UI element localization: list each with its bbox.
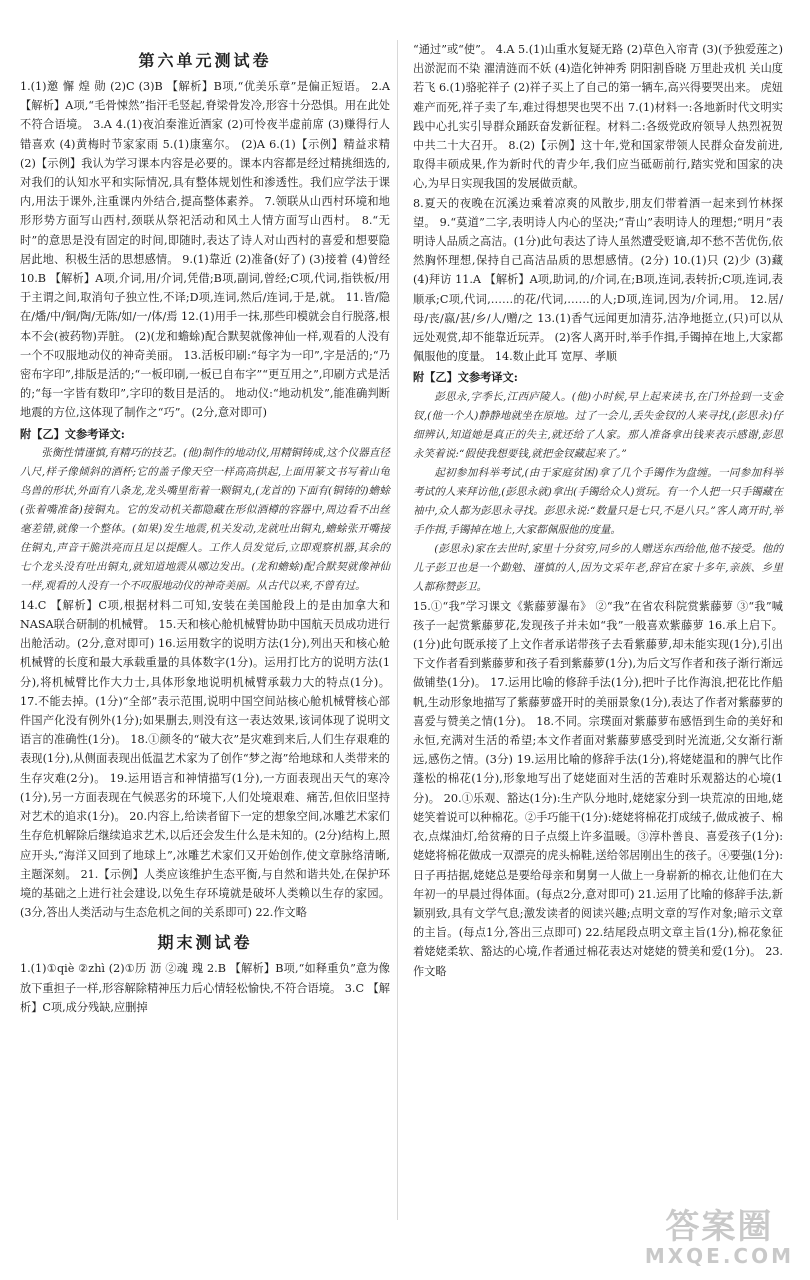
yi-translation-heading: 附【乙】文参考译文: bbox=[20, 426, 125, 441]
column-divider bbox=[397, 40, 398, 1220]
watermark-logo-text: 答案圈 bbox=[665, 1207, 774, 1247]
unit6-answers-part1: 1.(1)邀 懈 煌 勋 (2)C (3)B 【解析】B项,“优美乐章”是偏正短语。 2.A 【解析】A项,“毛骨悚然”指汗毛竖起,脊梁骨发冷,形容十分恐惧。用在此处不符合语境。 3.A 4.(1)夜泊秦淮近酒家 (2)可怜夜半虚前席 (3)赚得行人错喜欢 (4)黄梅时节家家雨 5.(1)康塞尔。 (2)A 6.(1)【示例】精益求精 (2)【示例】我认为学习课本内容是必要的。课本内容都是经过精挑细选的,对我们的认知水平和实际情况,具有整体规划性和渗透性。我们应学法于课内,用法于课外,注重课内外结合,提高整体素养。 7.领联从山西村环境和地形形势方面写山西村,颈联从祭祀活动和风土人情方面写山西村。 8.“无时”的意思是没有固定的时间,即随时,表达了诗人对山西村的喜爱和想要隐居此地、积极生活的思想感情。 9.(1)靠近 (2)准备(好了) (3)接着 (4)曾经 10.B 【解析】A项,介词,用/介词,凭借;B项,副词,曾经;C项,代词,指铁板/用于主谓之间,取消句子独立性,不译;D项,连词,然后/连词,于是,就。 11.皆/隐在/燔/中/铜/陶/无陈/如/一/体/焉 12.(1)用手一抹,那些印模就会自行脱落,根本不会(被药物)弄脏。 (2)(龙和蟾蜍)配合默契就像神仙一样,观看的人没有一个不叹服地动仪的神奇美丽。 13.活板印刷:“每字为一印”,字是活的;“乃密布字印”,排版是活的;“一板印刷,一板已自布字”“更互用之”,印刷方式是活的;“每一字皆有数印”,字印的数目是活的。 地动仪:“地动机发”,能准确判断地震的方位,这体现了制作之“巧”。(2分,意对即可) bbox=[20, 80, 390, 420]
site-watermark bbox=[644, 1207, 794, 1268]
unit6-test-title: 第六单元测试卷 bbox=[138, 51, 272, 70]
final-answers-part4: 15.①“我”学习课文《紫藤萝瀑布》 ②“我”在省农科院赏紫藤萝 ③“我”喊孩子一起赏紫藤萝花,发现孩子并未如“我”一般喜欢紫藤萝 16.承上启下。(1分)此句既承接了上文作者承诺带孩子去看紫藤萝,却未能实现(1分),引出下文作者看到紫藤萝和孩子看到紫藤萝(1分),为后文写作者和孩子渐行渐远做铺垫(1分)。 17.运用比喻的修辞手法(1分),把叶子比作海浪,把花比作船帆,生动形象地描写了紫藤萝盛开时的美丽景象(1分),表达了作者对紫藤萝的喜爱与赞美之情(1分)。 18.不同。宗璞面对紫藤萝布感悟到生命的美好和永恒,充满对生活的希望;本文作者面对紫藤萝感受到时光流逝,父女渐行渐远,感伤之情。(3分) 19.运用比喻的修辞手法(1分),将姥姥温和的脾气比作蓬松的棉花(1分),形象地写出了姥姥面对生活的苦难时乐观豁达的心境(1分)。 20.①乐观、豁达(1分):生产队分地时,姥姥家分到一块荒凉的田地,姥姥笑着说可以种棉花。②手巧能干(1分):姥姥将棉花打成绒子,做成被子、棉衣,点煤油灯,给贫瘠的日子点缀上许多温暖。③淳朴善良、喜爱孩子(1分):姥姥将棉花做成一双漂亮的虎头棉鞋,送给邻居刚出生的孩子。④要强(1分):日子再拮据,姥姥总是要给母亲和舅舅一人做上一身崭新的棉衣,让他们在大年初一的早晨过得体面。(每点2分,意对即可) 21.运用了比喻的修辞手法,新颖别致,具有文学气息;激发读者的阅读兴趣;点明文章的写作对象;暗示文章的主旨。(每点1分,答出三点即可) 22.结尾段点明文章主旨(1分),棉花象征着姥姥柔软、豁达的心境,作者通过棉花表达对姥姥的赞美和爱(1分)。 23.作文略 bbox=[413, 599, 783, 978]
final-test-title: 期末测试卷 bbox=[157, 933, 253, 953]
yi-translation-text: 张衡性情谨慎,有精巧的技艺。(他)制作的地动仪,用精铜铸成,这个仪器直径八尺,样子像倾斜的酒杯;它的盖子像天空一样高高拱起,上面用篆文书写着山龟鸟兽的形状,外面有八条龙,龙头嘴里衔着一颗铜丸,(龙首的)下面有(铜铸的)蟾蜍(张着嘴准备)接铜丸。它的发动机关都隐藏在形似酒樽的容器中,周边看不出丝毫差错,就像一个整体。(如果)发生地震,机关发动,龙就吐出铜丸,蟾蜍张开嘴接住铜丸,声音干脆洪亮而且足以提醒人。工作人员发觉后,立即观察机器,其余的七个龙头没有吐出铜丸,就知道地震从哪边发出。(龙和蟾蜍)配合默契就像神仙一样,观看的人没有一个不叹服地动仪的神奇美丽。从古代以来,不曾有过。 bbox=[20, 446, 390, 592]
final-answers-part1: 1.(1)①qiè ②zhì (2)①历 沥 ②魂 瑰 2.B 【解析】B项,“如释重负”意为像放下重担子一样,形容解除精神压力后心情轻松愉快,不符合语境。 3.C 【解析】C项,成分残缺,应删掉 bbox=[20, 962, 390, 1014]
left-column bbox=[20, 40, 390, 1017]
watermark-domain: MXQE.COM bbox=[644, 1244, 794, 1268]
yi-translation-para-3: (彭思永)家在去世时,家里十分贫穷,同乡的人赠送东西给他,他不接受。他的儿子彭卫也是一个勤勉、谨慎的人,因为文采年老,辞官在家十多年,亲族、乡里人都称赞彭卫。 bbox=[413, 542, 783, 593]
final-answers-part2: “通过”或“使”。 4.A 5.(1)山重水复疑无路 (2)草色入帘青 (3)(予独爱莲之)出淤泥而不染 濯清涟而不妖 (4)造化钟神秀 阴阳割昏晓 万里赴戎机 关山度若飞 6.(1)骆驼祥子 (2)祥子买上了自己的第一辆车,高兴得要哭出来。 虎妞难产而死,祥子卖了车,难过得想哭也哭不出 7.(1)材料一:各地新时代文明实践中心扎实引导群众踊跃奋发新征程。材料二:各级党政府领导人热烈祝贺中共二十大召开。 8.(2)【示例】这十年,党和国家带领人民群众奋发前进,取得丰硕成果,作为新时代的青少年,我们应当砥砺前行,踏实党和国家的决心,为早日实现我国的发展做贡献。 bbox=[413, 43, 783, 191]
yi-translation-para-2: 起初参加科举考试,(由于家庭贫困)拿了几个手镯作为盘缠。一同参加科举考试的人来拜访他,(彭思永就)拿出(手镯给众人)赏玩。有一个人把一只手镯藏在袖中,众人都为彭思永寻找。彭思永说:“数量只是七只,不是八只。”客人离开时,举手作揖,手镯掉在地上,大家都佩服他的度量。 bbox=[413, 466, 783, 536]
unit6-answers-part2: 14.C 【解析】C项,根据材料二可知,安装在美国舱段上的是由加拿大和NASA联合研制的机械臂。 15.天和核心舱机械臂协助中国航天员成功进行出舱活动。(2分,意对即可) 16.运用数字的说明方法(1分),列出天和核心舱机械臂的长度和最大承载重量的具体数字(1分)。运用打比方的说明方法(1分),将机械臂比作大力士,具体形象地说明机械臂承载力大的特点(1分)。 17.不能去掉。(1分)“全部”表示范围,说明中国空间站核心舱机械臂核心部件国产化没有例外(1分);如果删去,则没有这一表达效果,该词体现了说明文语言的准确性(1分)。 18.①颜冬的“破大衣”是灾难到来后,人们生存艰难的表现(1分),从侧面表现出低温艺术家为了创作“梦之海”给地球和人类带来的生存灾难(2分)。 19.运用语言和神情描写(1分),一方面表现出天气的寒冷(1分),另一方面表现在气候恶劣的环境下,人们处境艰难、痛苦,但依旧坚持对艺术的追求(1分)。 20.内容上,给读者留下一定的想象空间,冰雕艺术家们生存危机解除后继续追求艺术,以后还会发生什么是未知的。(2分)结构上,照应开头,“海洋又回到了地球上”,冰雕艺术家们又开始创作,使文章脉络清晰,主题深刻。 21.【示例】人类应该维护生态平衡,与自然和谐共处,在保护环境的基础之上进行社会建设,以免生存环境就是破坏人类赖以生存的家园。(3分,答出人类活动与生态危机之间的关系即可) 22.作文略 bbox=[20, 598, 390, 920]
final-answers-part3: 8.夏天的夜晚在沉溪边乘着凉爽的风散步,朋友们带着酒一起来到竹林探望。 9.“莫道”二字,表明诗人内心的坚决;“青山”表明诗人的理想;“明月”表明诗人品质之高洁。(1分)此句表达了诗人虽然遭受贬谪,却不愁不苦优伤,依然胸怀理想,保持自己高洁品质的思想感情。(2分) 10.(1)只 (2)少 (3)藏 (4)拜访 11.A 【解析】A项,助词,的/介词,在;B项,连词,表转折;C项,连词,表顺承;C项,代词,……的花/代词,……的人;D项,连词,因为/介词,用。 12.居/母/丧/嬴/甚/乡/人/赠/之 13.(1)香气远闻更加清芬,洁净地挺立,(只)可以从远处观赏,却不能靠近玩弄。 (2)客人离开时,举手作揖,手镯掉在地上,大家都佩服他的度量。 14.数止此耳 宽厚、孝顺 bbox=[413, 196, 783, 364]
right-column bbox=[413, 40, 783, 981]
yi-translation-heading-2: 附【乙】文参考译文: bbox=[413, 370, 518, 385]
yi-translation-para-1: 彭思永,字季长,江西庐陵人。(他)小时候,早上起来读书,在门外捡到一支金钗,(他一个人)静静地就坐在原地。过了一会儿,丢失金钗的人来寻找,(彭思永)仔细辨认,知道她是真正的失主,就还给了人家。那人准备拿出钱来表示感谢,彭思永笑着说:“假使我想要钱,就把金钗藏起来了。” bbox=[413, 390, 783, 460]
